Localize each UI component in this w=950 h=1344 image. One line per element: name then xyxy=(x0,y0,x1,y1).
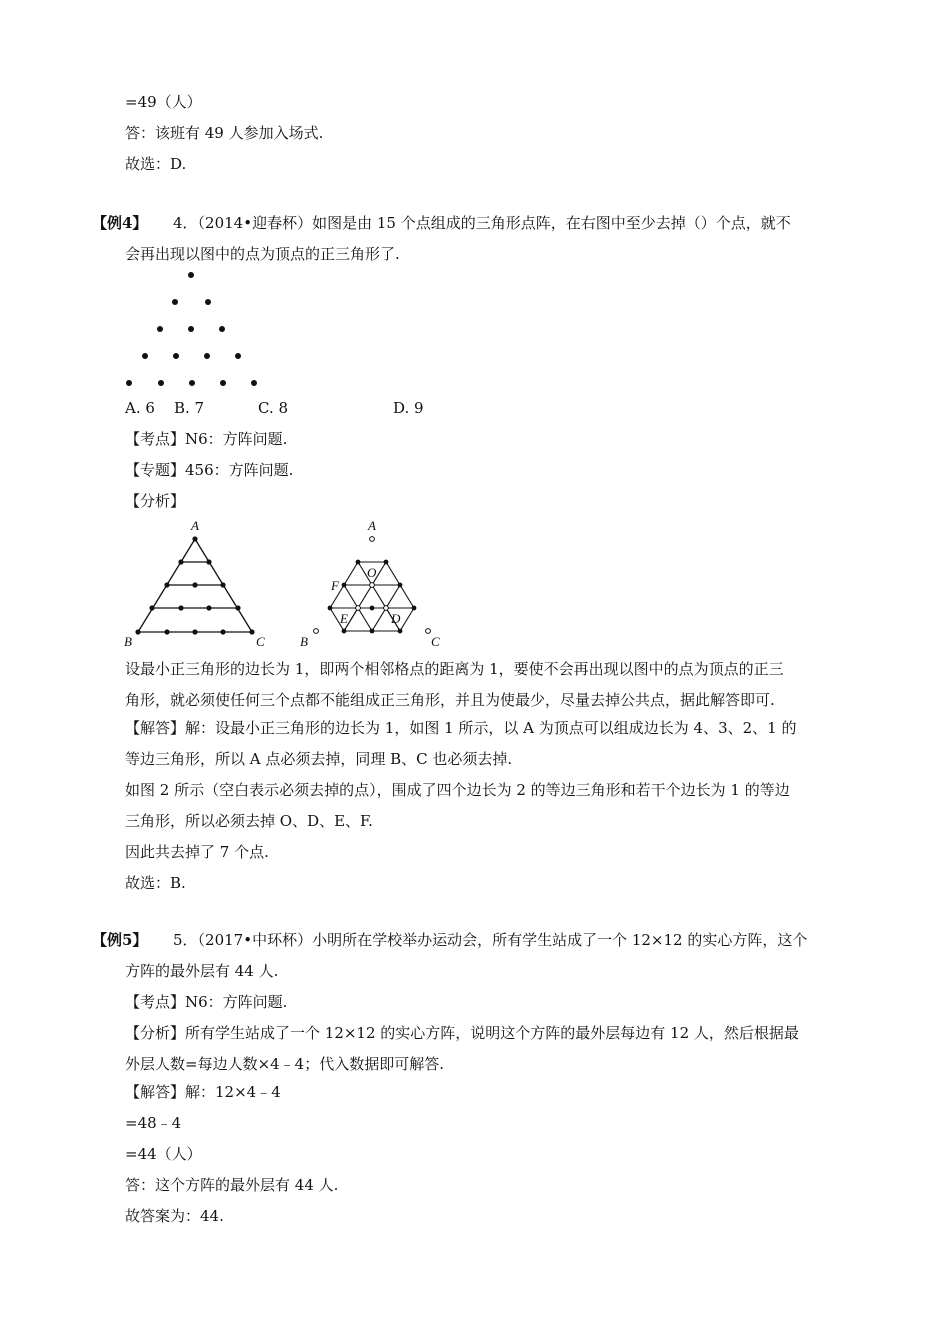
removed-point-b xyxy=(314,629,319,634)
removed-point-e xyxy=(356,606,361,611)
grid-point xyxy=(135,629,140,634)
removed-point-o xyxy=(370,583,375,588)
solution-line-3: 如图 2 所示（空白表示必须去掉的点），围成了四个边长为 2 的等边三角形和若干个边长为 1 的等边 xyxy=(125,781,790,799)
ex5-solution-5: 故答案为：44. xyxy=(125,1207,224,1225)
label-a: A xyxy=(191,518,199,533)
figure-2-lattice xyxy=(295,515,455,650)
dot xyxy=(219,326,225,332)
calc-line: =49（人） xyxy=(125,93,202,111)
example-4-tag: 【例4】 xyxy=(92,214,148,232)
ex5-analysis-1: 【分析】所有学生站成了一个 12×12 的实心方阵，说明这个方阵的最外层每边有 12 人，然后根据最 xyxy=(125,1024,799,1042)
grid-point xyxy=(398,583,403,588)
grid-point xyxy=(206,605,211,610)
example-4-question: 4．（2014•迎春杯）如图是由 15 个点组成的三角形点阵，在右图中至少去掉（）个点，就不 xyxy=(173,214,791,232)
removed-point-c xyxy=(426,629,431,634)
grid-point xyxy=(342,583,347,588)
choice-line: 故选：D. xyxy=(125,155,187,173)
ex5-solution-2: =48﹣4 xyxy=(125,1114,182,1132)
removed-point-a xyxy=(370,537,375,542)
grid-point xyxy=(192,629,197,634)
grid-point xyxy=(235,605,240,610)
fenxi-label: 【分析】 xyxy=(125,492,186,510)
solution-line-5: 因此共去掉了 7 个点. xyxy=(125,843,269,861)
label-e: E xyxy=(340,611,348,626)
grid-point xyxy=(178,559,183,564)
dot xyxy=(205,299,211,305)
dot xyxy=(157,326,163,332)
figure-1-triangle xyxy=(120,515,280,650)
grid-point xyxy=(164,582,169,587)
dot-triangle-figure xyxy=(120,268,270,393)
grid-point xyxy=(398,629,403,634)
ex5-solution-3: =44（人） xyxy=(125,1145,202,1163)
solution-line-1: 【解答】解：设最小正三角形的边长为 1，如图 1 所示，以 A 为顶点可以组成边长为 4、3、2、1 的 xyxy=(125,719,797,737)
analysis-line-1: 设最小正三角形的边长为 1，即两个相邻格点的距离为 1，要使不会再出现以图中的点为顶点的正三 xyxy=(125,660,784,678)
grid-point xyxy=(342,629,347,634)
dot xyxy=(172,299,178,305)
ex5-solution-1: 【解答】解：12×4﹣4 xyxy=(125,1083,281,1101)
dot xyxy=(188,326,194,332)
solution-line-6: 故选：B. xyxy=(125,874,186,892)
grid-point xyxy=(164,629,169,634)
dot xyxy=(251,380,257,386)
label-b: B xyxy=(124,634,132,649)
dot xyxy=(235,353,241,359)
example-5-question: 5．（2017•中环杯）小明所在学校举办运动会，所有学生站成了一个 12×12 的实心方阵，这个 xyxy=(173,931,808,949)
grid-point xyxy=(149,605,154,610)
dot xyxy=(189,380,195,386)
grid-point xyxy=(249,629,254,634)
dot xyxy=(173,353,179,359)
grid-point xyxy=(356,560,361,565)
label-a: A xyxy=(368,518,376,533)
answer-line: 答：该班有 49 人参加入场式. xyxy=(125,124,324,142)
dot xyxy=(158,380,164,386)
ex5-analysis-2: 外层人数=每边人数×4﹣4；代入数据即可解答. xyxy=(125,1055,444,1073)
grid-point xyxy=(384,560,389,565)
example-4-question-cont: 会再出现以图中的点为顶点的正三角形了. xyxy=(125,245,400,263)
dot xyxy=(220,380,226,386)
label-c: C xyxy=(431,634,440,649)
grid-point xyxy=(412,606,417,611)
ex5-solution-4: 答：这个方阵的最外层有 44 人. xyxy=(125,1176,339,1194)
example-5-question-cont: 方阵的最外层有 44 人. xyxy=(125,962,279,980)
ex5-kaodian: 【考点】N6：方阵问题. xyxy=(125,993,288,1011)
option-d: D. 9 xyxy=(393,399,424,417)
option-c: C. 8 xyxy=(258,399,289,417)
grid-point xyxy=(192,582,197,587)
grid-point xyxy=(220,629,225,634)
option-a: A. 6 xyxy=(125,399,155,417)
removed-point-d xyxy=(384,606,389,611)
grid-point xyxy=(370,606,375,611)
grid-point xyxy=(328,606,333,611)
dot xyxy=(188,272,194,278)
kaodian: 【考点】N6：方阵问题. xyxy=(125,430,288,448)
grid-point xyxy=(220,582,225,587)
grid-point xyxy=(192,536,197,541)
grid-point xyxy=(206,559,211,564)
label-b: B xyxy=(300,634,308,649)
label-c: C xyxy=(256,634,265,649)
example-5-tag: 【例5】 xyxy=(92,931,148,949)
label-d: D xyxy=(391,611,401,626)
label-o: O xyxy=(367,565,377,580)
grid-point xyxy=(370,629,375,634)
label-f: F xyxy=(331,578,339,593)
zhuanti: 【专题】456：方阵问题. xyxy=(125,461,294,479)
analysis-line-2: 角形，就必须使任何三个点都不能组成正三角形，并且为使最少，尽量去掉公共点，据此解答即可. xyxy=(125,691,775,709)
dot xyxy=(204,353,210,359)
dot xyxy=(126,380,132,386)
dot xyxy=(142,353,148,359)
solution-line-4: 三角形，所以必须去掉 O、D、E、F. xyxy=(125,812,373,830)
grid-point xyxy=(178,605,183,610)
option-b: B. 7 xyxy=(174,399,205,417)
solution-line-2: 等边三角形，所以 A 点必须去掉，同理 B、C 也必须去掉. xyxy=(125,750,513,768)
